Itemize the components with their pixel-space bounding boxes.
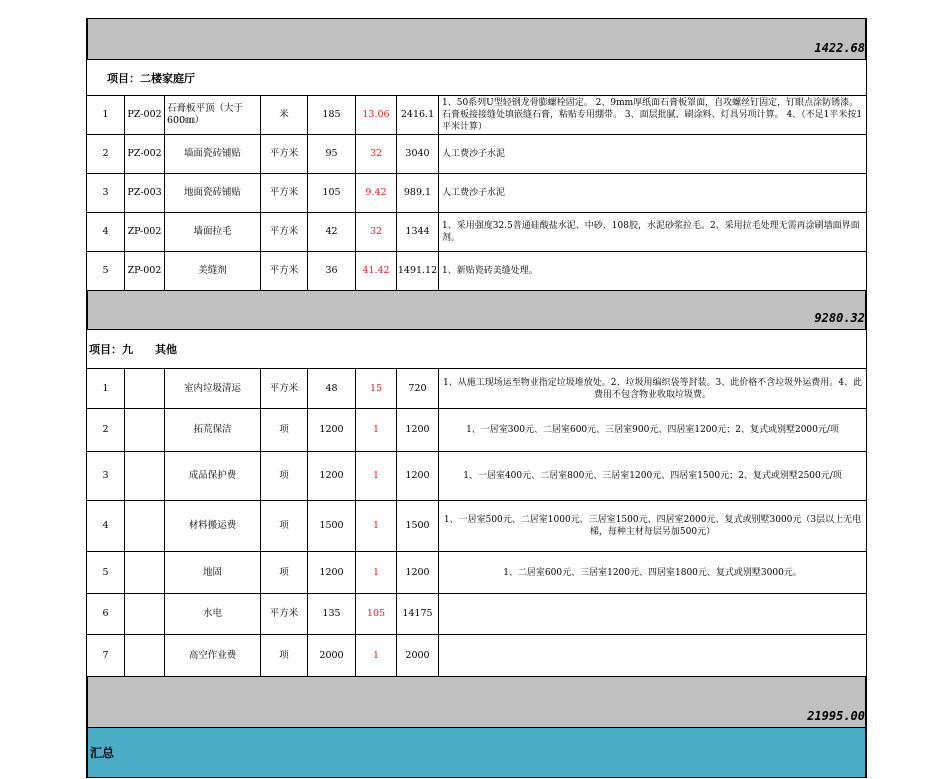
item-total: 989.1 xyxy=(397,174,439,212)
item-code xyxy=(125,501,165,551)
item-name: 材料搬运费 xyxy=(165,501,261,551)
item-code: ZP-002 xyxy=(125,252,165,290)
item-unit: 项 xyxy=(261,452,308,500)
item-unit: 平方米 xyxy=(261,252,308,290)
item-qty: 1200 xyxy=(308,552,356,593)
item-total: 1344 xyxy=(397,213,439,251)
subtotal-row xyxy=(86,291,867,330)
table-row[interactable] xyxy=(86,501,867,552)
table-row[interactable] xyxy=(86,96,867,135)
item-unit: 平方米 xyxy=(261,594,308,634)
item-name: 高空作业费 xyxy=(165,635,261,676)
row-number: 7 xyxy=(87,635,125,676)
table-row[interactable] xyxy=(86,552,867,594)
row-number: 2 xyxy=(87,409,125,451)
row-number: 4 xyxy=(87,213,125,251)
table-row[interactable] xyxy=(86,213,867,252)
item-name: 水电 xyxy=(165,594,261,634)
item-price: 1 xyxy=(356,452,397,500)
item-price: 1 xyxy=(356,501,397,551)
item-qty: 95 xyxy=(308,135,356,173)
item-price: 105 xyxy=(356,594,397,634)
item-qty: 1200 xyxy=(308,452,356,500)
item-note: 1、一居室500元、二居室1000元、三居室1500元、四居室2000元、复式或别墅3000元（3层以上无电梯，每种主材每层另加500元） xyxy=(443,515,862,537)
item-name: 地固 xyxy=(165,552,261,593)
item-code: ZP-002 xyxy=(125,213,165,251)
item-unit: 项 xyxy=(261,552,308,593)
item-note xyxy=(439,635,866,676)
table-row[interactable] xyxy=(86,409,867,452)
section-header xyxy=(86,60,867,96)
item-price: 9.42 xyxy=(356,174,397,212)
item-code xyxy=(125,594,165,634)
row-number: 2 xyxy=(87,135,125,173)
item-unit: 平方米 xyxy=(261,369,308,408)
item-note xyxy=(439,594,866,634)
table-row[interactable] xyxy=(86,594,867,635)
item-name: 墙面拉毛 xyxy=(165,213,261,251)
item-price: 1 xyxy=(356,409,397,451)
item-qty: 135 xyxy=(308,594,356,634)
item-price: 1 xyxy=(356,552,397,593)
item-qty: 2000 xyxy=(308,635,356,676)
item-note: 人工费沙子水泥 xyxy=(442,149,506,159)
row-number: 3 xyxy=(87,174,125,212)
item-total: 1500 xyxy=(397,501,439,551)
item-price: 1 xyxy=(356,635,397,676)
section-title: 项目：二楼家庭厅 xyxy=(107,71,195,85)
item-name: 室内垃圾清运 xyxy=(165,369,261,408)
item-unit: 米 xyxy=(261,96,308,134)
item-price: 13.06 xyxy=(356,96,397,134)
summary-row xyxy=(86,728,867,778)
table-row[interactable] xyxy=(86,452,867,501)
item-total: 720 xyxy=(397,369,439,408)
item-qty: 105 xyxy=(308,174,356,212)
item-qty: 48 xyxy=(308,369,356,408)
subtotal-row xyxy=(86,18,867,60)
item-price: 32 xyxy=(356,135,397,173)
item-total: 1200 xyxy=(397,409,439,451)
item-note: 1、一居室400元、二居室800元、三居室1200元、四居室1500元；2、复式或别墅2500元/项 xyxy=(463,471,842,481)
item-code: PZ-002 xyxy=(125,96,165,134)
row-number: 5 xyxy=(87,552,125,593)
subtotal-row xyxy=(86,677,867,728)
item-unit: 项 xyxy=(261,501,308,551)
row-number: 5 xyxy=(87,252,125,290)
subtotal-amount: 9280.32 xyxy=(814,311,865,325)
summary-label: 汇总 xyxy=(90,746,115,760)
item-unit: 平方米 xyxy=(261,174,308,212)
item-note: 1、二居室600元、三居室1200元、四居室1800元、复式或别墅3000元。 xyxy=(503,567,802,578)
item-total: 1491.12 xyxy=(397,252,439,290)
item-total: 2000 xyxy=(397,635,439,676)
item-name: 地面瓷砖铺贴 xyxy=(165,174,261,212)
subtotal-amount: 21995.00 xyxy=(807,709,865,723)
subtotal-amount: 1422.68 xyxy=(814,41,865,55)
item-note: 1、从施工现场运至物业指定垃圾堆放处。2、垃圾用编织袋等封装。3、此价格不含垃圾外运费用。4、此费用不包含物业收取垃圾费。 xyxy=(443,377,862,400)
item-unit: 项 xyxy=(261,409,308,451)
row-number: 1 xyxy=(87,369,125,408)
item-name: 美缝剂 xyxy=(165,252,261,290)
table-row[interactable] xyxy=(86,252,867,291)
item-unit: 项 xyxy=(261,635,308,676)
item-total: 1200 xyxy=(397,552,439,593)
item-note: 人工费沙子水泥 xyxy=(442,188,506,198)
item-note: 1、50系列U型轻钢龙骨膨螺栓固定。 2、9mm厚纸面石膏板罩面，自攻螺丝钉固定，钉眼点涂防锈漆。石膏板接接缝处填嵌缝石膏，粘贴专用绷带。 3、面层批腻、刷涂料、灯具另项计算。 4、（不足1平米按1平米计算） xyxy=(442,98,863,132)
item-unit: 平方米 xyxy=(261,213,308,251)
item-qty: 42 xyxy=(308,213,356,251)
item-code: PZ-003 xyxy=(125,174,165,212)
item-note: 1、一居室300元、二居室600元、三居室900元、四居室1200元；2、复式或别墅2000元/项 xyxy=(466,425,839,435)
table-row[interactable] xyxy=(86,369,867,409)
item-total: 3040 xyxy=(397,135,439,173)
item-name: 墙面瓷砖铺贴 xyxy=(165,135,261,173)
item-name: 石膏板平顶（大于600㎜） xyxy=(165,96,261,134)
item-price: 41.42 xyxy=(356,252,397,290)
section-title: 项目：九 其他 xyxy=(89,343,177,356)
item-unit: 平方米 xyxy=(261,135,308,173)
table-row[interactable] xyxy=(86,135,867,174)
item-total: 2416.1 xyxy=(397,96,439,134)
row-number: 3 xyxy=(87,452,125,500)
item-qty: 1500 xyxy=(308,501,356,551)
row-number: 6 xyxy=(87,594,125,634)
item-code xyxy=(125,635,165,676)
item-name: 拓荒保洁 xyxy=(165,409,261,451)
item-qty: 185 xyxy=(308,96,356,134)
table-row[interactable] xyxy=(86,635,867,677)
item-price: 15 xyxy=(356,369,397,408)
item-price: 32 xyxy=(356,213,397,251)
item-note: 1、采用强度32.5普通硅酸盐水泥、中砂、108胶，水泥砂浆拉毛。2、采用拉毛处理无需再涂刷墙面界面剂。 xyxy=(442,221,860,243)
item-total: 1200 xyxy=(397,452,439,500)
item-code: PZ-002 xyxy=(125,135,165,173)
item-qty: 36 xyxy=(308,252,356,290)
row-number: 1 xyxy=(87,96,125,134)
item-note: 1、新贴瓷砖美缝处理。 xyxy=(442,266,538,276)
table-row[interactable] xyxy=(86,174,867,213)
item-total: 14175 xyxy=(397,594,439,634)
item-name: 成品保护费 xyxy=(165,452,261,500)
row-number: 4 xyxy=(87,501,125,551)
item-code xyxy=(125,452,165,500)
item-qty: 1200 xyxy=(308,409,356,451)
item-code xyxy=(125,369,165,408)
quote-sheet xyxy=(86,18,867,778)
item-code xyxy=(125,552,165,593)
item-code xyxy=(125,409,165,451)
section-header xyxy=(86,330,867,369)
